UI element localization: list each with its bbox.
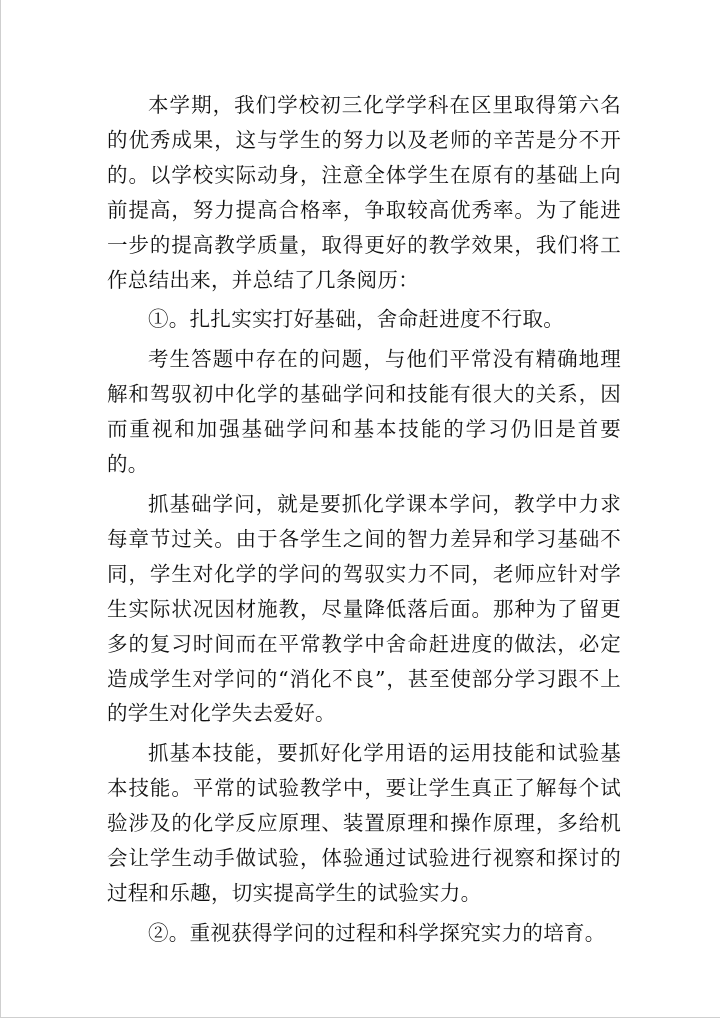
paragraph-exam-problems: 考生答题中存在的问题，与他们平常没有精确地理解和驾驭初中化学的基础学问和技能有很大的关系，因而重视和加强基础学问和基本技能的学习仍旧是首要的。: [107, 347, 621, 477]
paragraph-basic-skills: 抓基本技能，要抓好化学用语的运用技能和试验基本技能。平常的试验教学中，要让学生真正了解每个试验涉及的化学反应原理、装置原理和操作原理，多给机会让学生动手做试验，体验通过试验进行视察和探讨的过程和乐趣，切实提高学生的试验实力。: [107, 741, 621, 905]
document-body: [107, 88, 621, 956]
paragraph-heading-2: ②。重视获得学问的过程和科学探究实力的培育。: [148, 920, 606, 945]
paragraph-basic-knowledge: 抓基础学问，就是要抓化学课本学问，教学中力求每章节过关。由于各学生之间的智力差异和学习基础不同，学生对化学的学问的驾驭实力不同，老师应针对学生实际状况因材施教，尽量降低落后面。那种为了留更多的复习时间而在平常教学中舍命赶进度的做法，必定造成学生对学问的“消化不良”，甚至使部分学习跟不上的学生对化学失去爱好。: [107, 491, 621, 726]
paragraph-intro: 本学期，我们学校初三化学学科在区里取得第六名的优秀成果，这与学生的努力以及老师的辛苦是分不开的。以学校实际动身，注意全体学生在原有的基础上向前提高，努力提高合格率，争取较高优秀率。为了能进一步的提高教学质量，取得更好的教学效果，我们将工作总结出来，并总结了几条阅历：: [107, 93, 621, 292]
paragraph-heading-1: ①。扎扎实实打好基础，舍命赶进度不行取。: [148, 307, 564, 332]
